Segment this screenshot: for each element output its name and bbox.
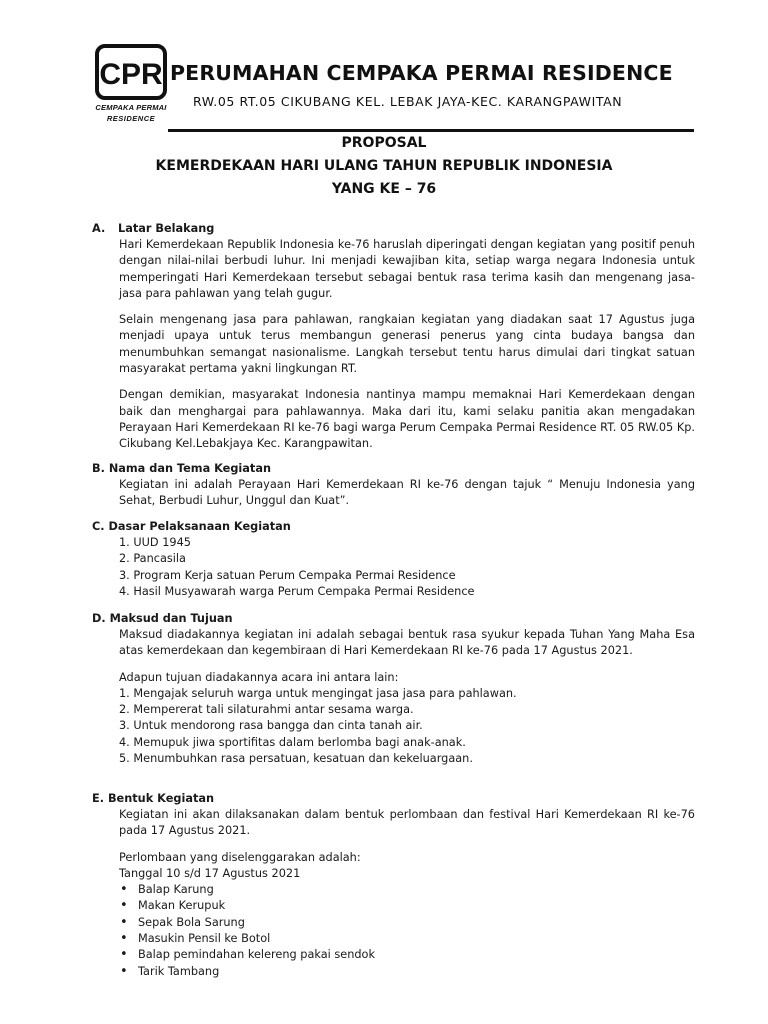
section-heading (92, 791, 695, 807)
paragraph: Kegiatan ini adalah Perayaan Hari Kemerdekaan RI ke-76 dengan tajuk “ Menuju Indonesia yang Sehat, Berbudi Luhur, Unggul dan Kuat”. (119, 478, 695, 508)
logo-caption-line1: CEMPAKA PERMAI (95, 103, 167, 112)
document-subtitle-edition: YANG KE – 76 (331, 181, 437, 197)
organization-address: RW.05 RT.05 CIKUBANG KEL. LEBAK JAYA-KEC. KARANGPAWITAN (193, 94, 623, 109)
section-body (119, 535, 695, 600)
document-title: PROPOSAL (341, 135, 427, 151)
list-item: 3. Untuk mendorong rasa bangga dan cinta tanah air. (119, 719, 423, 733)
section-heading-text: Latar Belakang (118, 222, 215, 235)
list-item: 4. Hasil Musyawarah warga Perum Cempaka Permai Residence (119, 584, 475, 598)
section-heading (92, 221, 695, 237)
competitions-list (119, 882, 695, 980)
list-item: • Makan Kerupuk (119, 898, 695, 914)
list-item: • Balap Karung (119, 882, 695, 898)
document-subtitle: KEMERDEKAAN HARI ULANG TAHUN REPUBLIK INDONESIA (155, 158, 613, 174)
list-item: • Balap pemindahan kelereng pakai sendok (119, 947, 695, 963)
list-item: 2. Mempererat tali silaturahmi antar sesama warga. (119, 703, 414, 717)
list-item: 4. Memupuk jiwa sportifitas dalam berlomba bagi anak-anak. (119, 735, 466, 749)
section-dasar-pelaksanaan (92, 519, 695, 600)
paragraph: Kegiatan ini akan dilaksanakan dalam bentuk perlombaan dan festival Hari Kemerdekaan RI ke-76 pada 17 Agustus 2021. (119, 808, 695, 838)
section-heading (92, 461, 695, 477)
residence-logo (94, 43, 168, 129)
section-body (119, 477, 695, 510)
section-heading-text: B. Nama dan Tema Kegiatan (92, 462, 271, 475)
letterhead-divider (168, 129, 694, 132)
organization-name: PERUMAHAN CEMPAKA PERMAI RESIDENCE (170, 61, 673, 85)
section-letter: A. (92, 222, 106, 235)
competitions-date: Tanggal 10 s/d 17 Agustus 2021 (119, 866, 301, 880)
section-heading (92, 611, 695, 627)
section-heading-text: E. Bentuk Kegiatan (92, 792, 215, 805)
section-body (119, 807, 695, 980)
section-heading-text: C. Dasar Pelaksanaan Kegiatan (92, 520, 291, 533)
list-item: • Sepak Bola Sarung (119, 915, 695, 931)
section-body (119, 627, 695, 767)
paragraph: Maksud diadakannya kegiatan ini adalah sebagai bentuk rasa syukur kepada Tuhan Yang Maha Esa atas kemerdekaan dan kegembiraan di Hari Kemerdekaan RI ke-76 pada 17 Agustus 2021. (119, 628, 695, 658)
competitions-intro: Perlombaan yang diselenggarakan adalah: (119, 850, 361, 864)
section-nama-tema (92, 461, 695, 510)
list-item: 1. Mengajak seluruh warga untuk mengingat jasa jasa para pahlawan. (119, 686, 517, 700)
list-item: 2. Pancasila (119, 552, 186, 566)
section-bentuk-kegiatan (92, 791, 695, 980)
section-heading (92, 519, 695, 535)
list-item: • Masukin Pensil ke Botol (119, 931, 695, 947)
logo-mark: CPR (99, 58, 163, 91)
list-item: 3. Program Kerja satuan Perum Cempaka Permai Residence (119, 568, 456, 582)
list-item: • Tarik Tambang (119, 964, 695, 980)
section-latar-belakang (92, 221, 695, 453)
paragraph: Selain mengenang jasa para pahlawan, rangkaian kegiatan yang diadakan saat 17 Agustus juga menjadi upaya untuk terus membangun generasi penerus yang cinta budaya bangsa dan menumbuhkan semangat nasionalisme. Langkah tersebut tentu harus dimulai dari tingkat satuan masyarakat pertama yakni lingkungan RT. (119, 313, 695, 376)
section-heading-text: D. Maksud dan Tujuan (92, 612, 233, 625)
goals-intro: Adapun tujuan diadakannya acara ini antara lain: (119, 670, 399, 684)
list-item: 1. UUD 1945 (119, 536, 191, 549)
logo-caption-line2: RESIDENCE (106, 114, 156, 123)
list-item: 5. Menumbuhkan rasa persatuan, kesatuan dan kekeluargaan. (119, 752, 473, 766)
paragraph: Dengan demikian, masyarakat Indonesia nantinya mampu memaknai Hari Kemerdekaan dengan baik dan menghargai para pahlawannya. Maka dari itu, kami selaku panitia akan mengadakan Perayaan Hari Kemerdekaan RI ke-76 bagi warga Perum Cempaka Permai Residence RT. 05 RW.05 Kp. Cikubang Kel.Lebakjaya Kec. Karangpawitan. (119, 388, 695, 451)
section-maksud-tujuan (92, 611, 695, 767)
paragraph: Hari Kemerdekaan Republik Indonesia ke-76 haruslah diperingati dengan kegiatan yang positif penuh dengan nilai-nilai berbudi luhur. Ini menjadi kewajiban kita, setiap warga negara Indonesia untuk memperingati Hari Kemerdekaan tersebut sebagai bentuk rasa terima kasih dan mengenang jasa-jasa para pahlawan yang telah gugur. (119, 238, 695, 300)
section-body (119, 237, 695, 453)
